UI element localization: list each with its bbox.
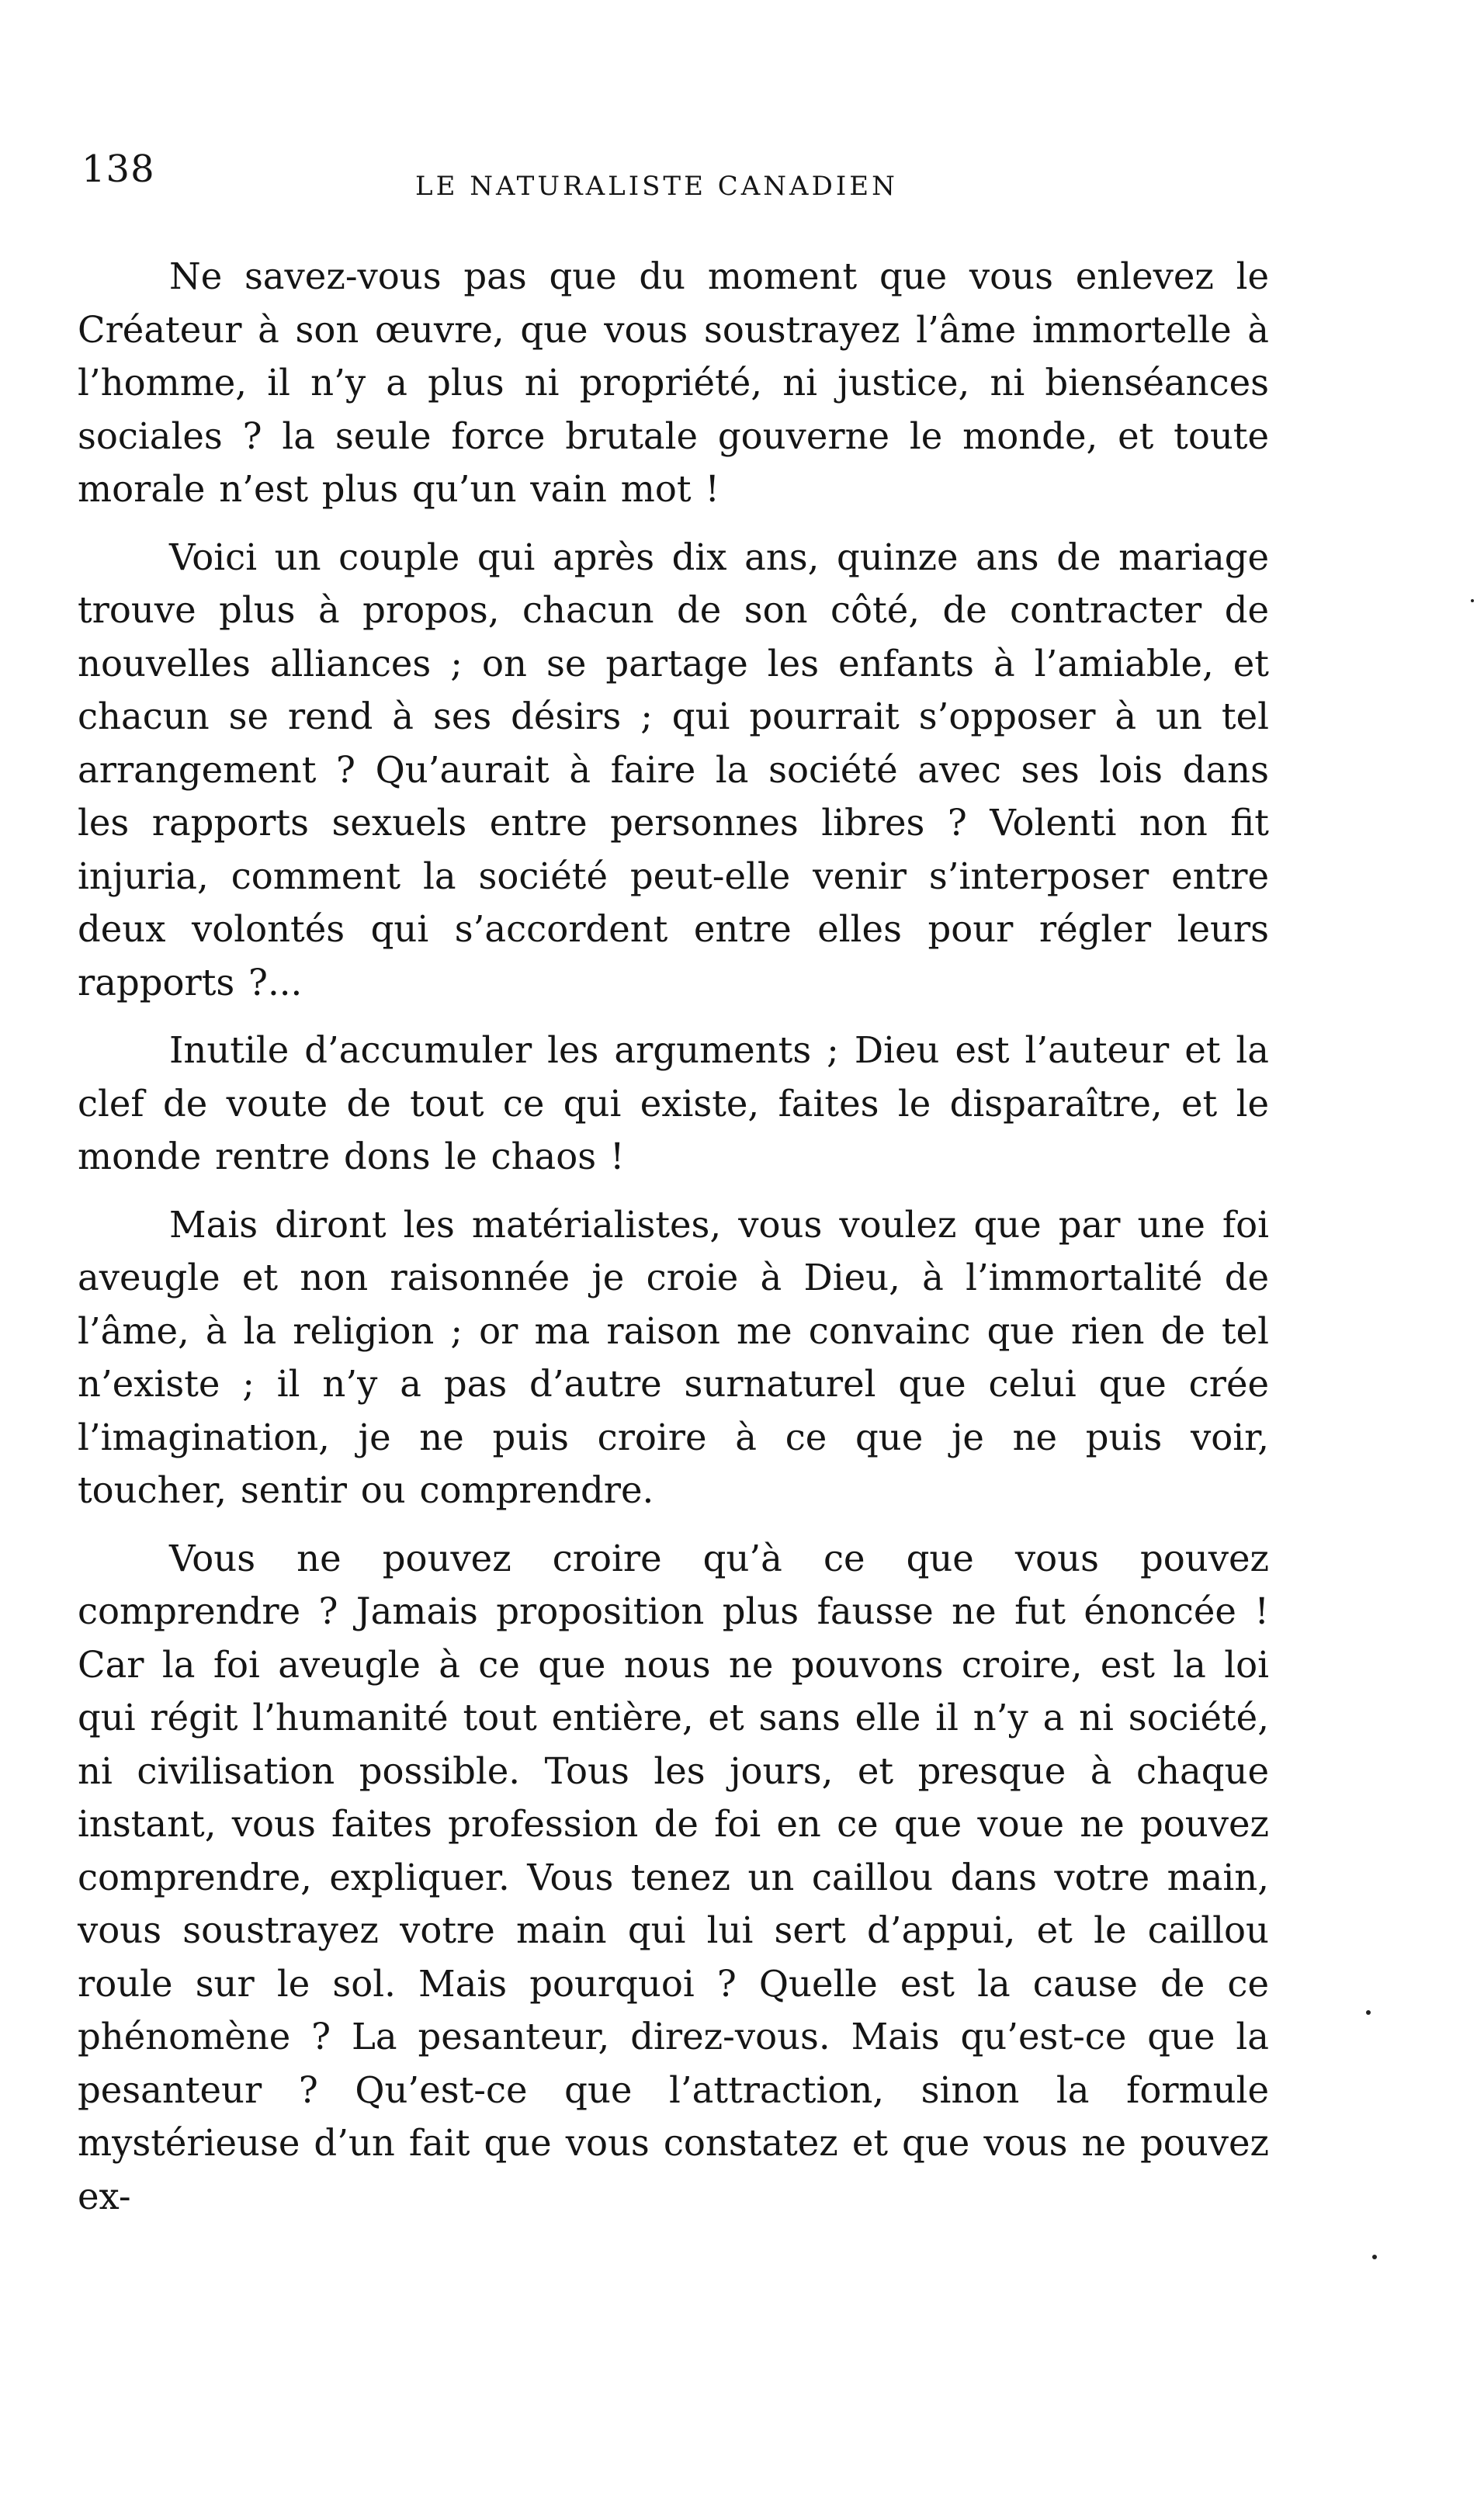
paragraph-2: Voici un couple qui après dix ans, quinze ans de mariage trouve plus à propos, chacun de son côté, de contracter de nouvelles alliances ; on se partage les enfants à l’amiable, et chacun se rend à ses désirs ; qui pourrait s’opposer à un tel arrangement ? Qu’aurait à faire la société avec ses lois dans les rapports sexuels entre personnes libres ? Volenti non fit injuria, comment la société peut-elle venir s’interposer entre deux volontés qui s’accordent entre elles pour régler leurs rapports ?...	[78, 536, 1269, 1004]
paragraph-1: Ne savez-vous pas que du moment que vous enlevez le Créateur à son œuvre, que vous soustrayez l’âme immortelle à l’homme, il n’y a plus ni propriété, ni justice, ni bienséances sociales ? la seule force brutale gouverne le monde, et toute morale n’est plus qu’un vain mot !	[78, 255, 1269, 510]
page-number: 138	[81, 147, 155, 191]
running-title: LE NATURALISTE CANADIEN	[415, 171, 898, 202]
page-header	[81, 147, 1277, 210]
paragraph-4: Mais diront les matérialistes, vous voulez que par une foi aveugle et non raisonnée je croie à Dieu, à l’immortalité de l’âme, à la religion ; or ma raison me convainc que rien de tel n’existe ; il n’y a pas d’autre surnaturel que celui que crée l’imagination, je ne puis croire à ce que je ne puis voir, toucher, sentir ou comprendre.	[78, 1203, 1269, 1511]
body-text	[78, 250, 1269, 2223]
print-speck	[1372, 2255, 1377, 2259]
paragraph-3: Inutile d’accumuler les arguments ; Dieu est l’auteur et la clef de voute de tout ce qui existe, faites le disparaître, et le monde rentre dons le chaos !	[78, 1029, 1269, 1177]
print-speck	[1471, 599, 1474, 602]
print-speck	[1366, 2010, 1371, 2015]
paragraph-5: Vous ne pouvez croire qu’à ce que vous pouvez comprendre ? Jamais proposition plus fausse ne fut énoncée ! Car la foi aveugle à ce que nous ne pouvons croire, est la loi qui régit l’humanité tout entière, et sans elle il n’y a ni société, ni civilisation possible. Tous les jours, et presque à chaque instant, vous faites profession de foi en ce que voue ne pouvez comprendre, expliquer. Vous tenez un caillou dans votre main, vous soustrayez votre main qui lui sert d’appui, et le caillou roule sur le sol. Mais pourquoi ? Quelle est la cause de ce phénomène ? La pesanteur, direz-vous. Mais qu’est-ce que la pesanteur ? Qu’est-ce que l’attraction, sinon la formule mystérieuse d’un fait que vous constatez et que vous ne pouvez ex-	[78, 1537, 1269, 2217]
